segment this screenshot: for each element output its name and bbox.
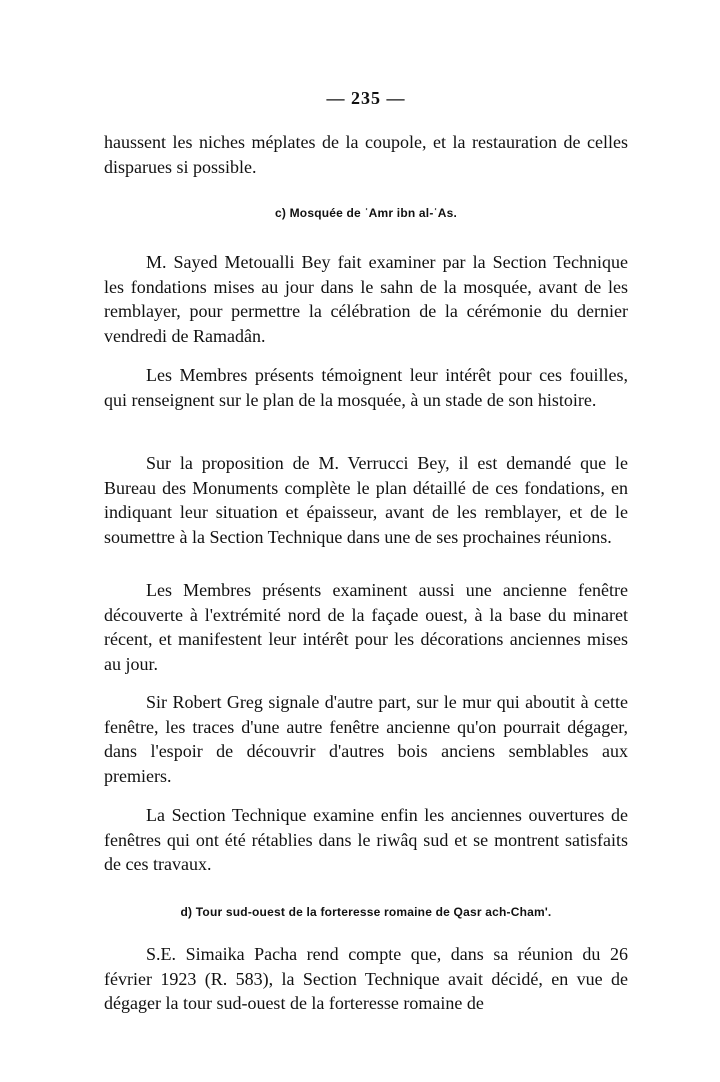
section-c-paragraph-2: Les Membres présents témoignent leur intérêt pour ces fouilles, qui renseignent sur le plan de la mosquée, à un stade de son histoire. [104, 365, 628, 410]
section-d-heading: d) Tour sud-ouest de la forteresse romaine de Qasr ach-Cham'. [180, 905, 552, 919]
section-c-paragraph-1: M. Sayed Metoualli Bey fait examiner par la Section Technique les fondations mises au jour dans le sahn de la mosquée, avant de les remblayer, pour permettre la célébration de la cérémonie du dernier vendredi de Ramadân. [104, 252, 628, 346]
section-c-paragraph-4: Les Membres présents examinent aussi une ancienne fenêtre découverte à l'extrémité nord de la façade ouest, à la base du minaret récent, et manifestent leur intérêt pour les décorations anciennes mises au jour. [104, 580, 628, 674]
opening-paragraph: haussent les niches méplates de la coupole, et la restauration de celles disparues si possible. [104, 132, 628, 177]
section-c-paragraph-6: La Section Technique examine enfin les anciennes ouvertures de fenêtres qui ont été rétablies dans le riwâq sud et se montrent satisfaits de ces travaux. [104, 805, 628, 874]
section-c-heading: c) Mosquée de ʿAmr ibn al-ʿAs. [274, 206, 458, 220]
page-number: — 235 — [326, 88, 406, 108]
section-c-paragraph-3: Sur la proposition de M. Verrucci Bey, il est demandé que le Bureau des Monuments complète le plan détaillé de ces fondations, en indiquant leur situation et épaisseur, avant de les remblayer, et de le soumettre à la Section Technique dans une de ses prochaines réunions. [104, 453, 628, 547]
section-d-paragraph-1: S.E. Simaika Pacha rend compte que, dans sa réunion du 26 février 1923 (R. 583), la Section Technique avait décidé, en vue de dégager la tour sud-ouest de la forteresse romaine de [104, 944, 628, 1013]
section-c-paragraph-5: Sir Robert Greg signale d'autre part, sur le mur qui aboutit à cette fenêtre, les traces d'une autre fenêtre ancienne qu'on pourrait dégager, dans l'espoir de découvrir d'autres bois anciens semblables aux premiers. [104, 692, 628, 786]
